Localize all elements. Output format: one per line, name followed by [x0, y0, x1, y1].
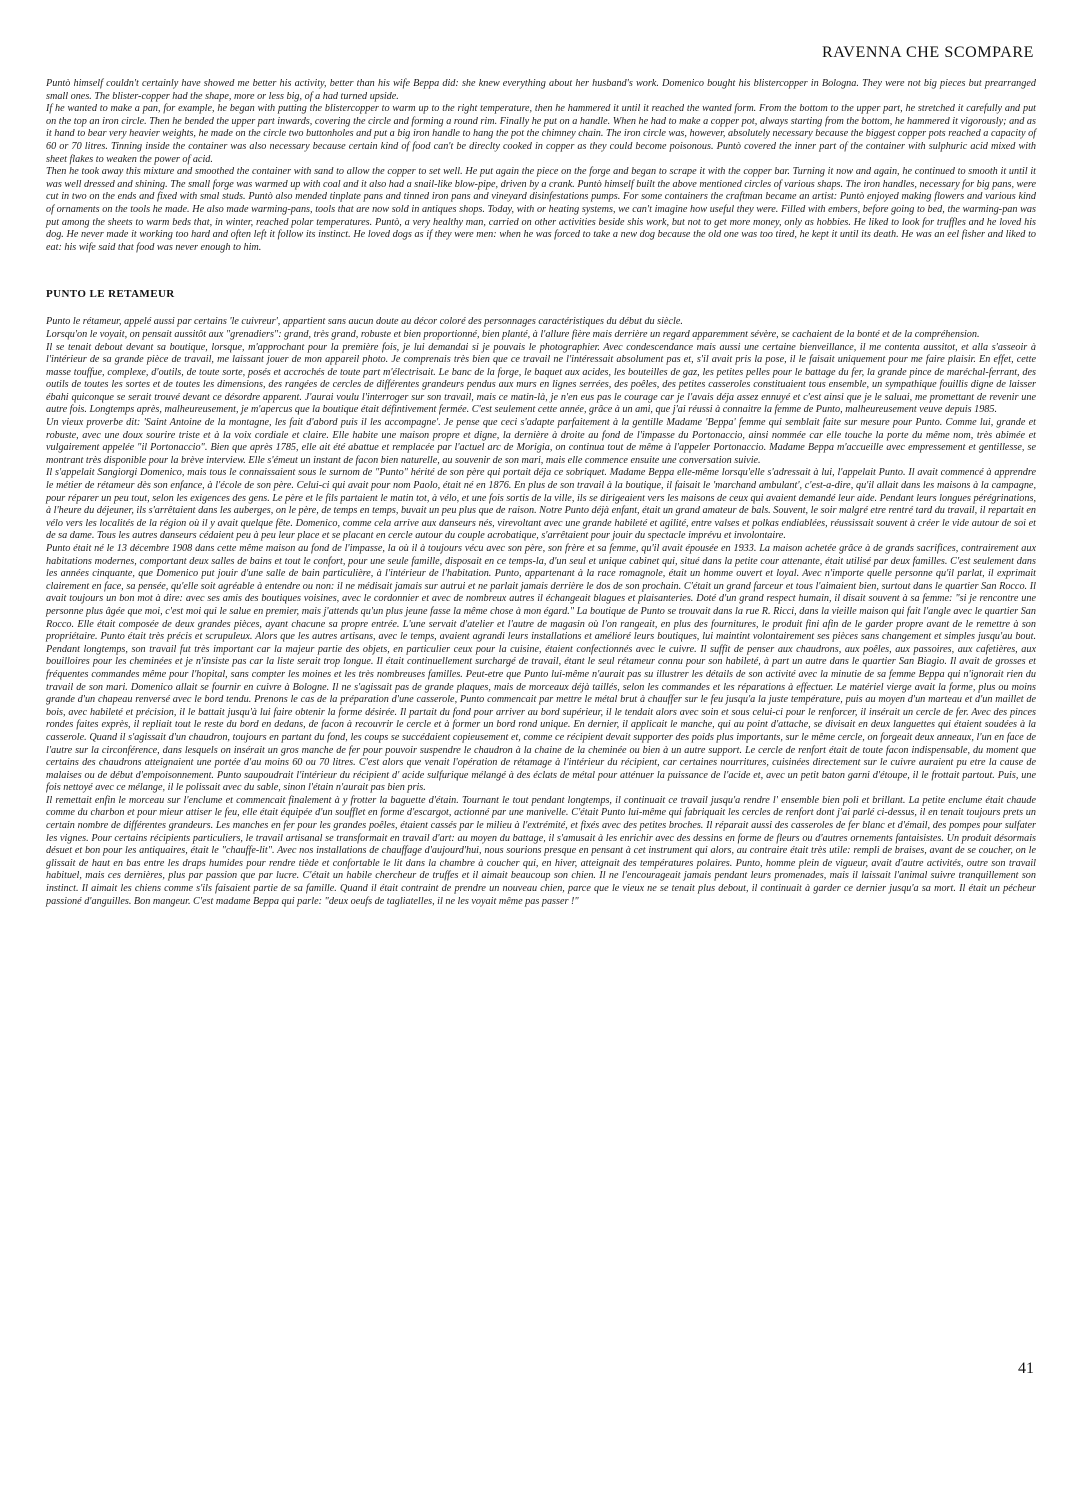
english-section	[46, 78, 1036, 254]
page-number: 41	[1018, 1360, 1034, 1377]
paragraph: Punto était né le 13 décembre 1908 dans cette même maison au fond de l'impasse, la où il à toujours vécu avec son père, son frère et sa femme, qu'il avait épousée en 1933. La maison achetée grâce à de grands sacrifices, contrairement aux habitations modernes, comportant deux salles de bains et tout le confort, pour une seule famille, disposait en ce temps-la, d'un seul et unique cabinet qui, situé dans la petite cour attenante, était utilisé par deux familles. C'est seulement dans les années cinquante, que Domenico put jouir d'une salle de bain particulière, à l'intérieur de l'habitation. Punto, appartenant à la race romagnole, était un homme ouvert et loyal. Avec n'importe quelle personne qu'il parlat, il exprimait clairement en face, sa pensée, qu'elle soit agréable à entendre ou non: il ne médisait jamais sur autrui et ne parlait jamais derrière le dos de son prochain. C'était un grand farceur et tous l'aimaient bien, surtout dans le quartier San Rocco. Il avait toujours un bon mot à dire: avec ses amis des boutiques voisines, avec le cordonnier et avec de nombreux autres il échangeait blagues et plaisanteries. Doté d'un grand respect humain, il disait souvent à sa femme: "si je rencontre une personne plus âgée que moi, c'est moi qui le salue en premier, mais j'attends qu'un plus jeune fasse la même chose à mon égard." La boutique de Punto se trouvait dans la rue R. Ricci, dans la vieille maison qui fait l'angle avec le quartier San Rocco. Elle était composée de deux grandes pièces, ayant chacune sa propre entrée. L'une servait d'atelier et l'autre de magasin où l'on rangeait, en plus des fournitures, le produit fini afin de le garder propre avant de le remettre à son propriétaire. Punto était très précis et scrupuleux. Alors que les autres artisans, avec le temps, avaient agrandi leurs installations et amélioré leurs boutiques, lui maintint volontairement ses pièces sans changement et simples jusqu'au bout. Pendant longtemps, son travail fut très important car la majeur partie des objets, en particulier ceux pour la cuisine, étaient confectionnés avec le cuivre. Il suffit de penser aux chaudrons, aux poêles, aux passoires, aux cafetières, aux bouilloires pour les cheminées et je n'insiste pas car la liste serait trop longue. Il était continuellement surchargé de travail, étant le seul rétameur connu pour son habileté, à part un autre dans le quartier San Biagio. Il avait de grosses et fréquentes commandes même pour l'hopital, sans compter les moines et les très nombreuses familles. Peut-etre que Punto lui-même n'aurait pas su illustrer les détails de son activité avec la minutie de sa femme Beppa qui n'ignorait rien du travail de son mari. Domenico allait se fournir en cuivre à Bologne. Il ne s'agissait pas de grande plaques, mais de morceaux déjà taillés, selon les commandes et les réparations à effectuer. Le matériel vierge avait la forme, plus ou moins grande d'un chapeau renversé avec le bord tendu. Prenons le cas de la préparation d'une casserole, Punto commencait par mettre le métal brut à chauffer sur le feu jusqu'a la juste température, puis au moyen d'un marteau et d'un maillet de bois, avec habileté et précision, il le battait jusqu'à lui faire obtenir la forme désirée. Il partait du fond pour arriver au bord supérieur, il le tendait alors avec soin et sous celui-ci pour le renforcer, il insérait un cercle de fer. Avec des pinces rondes faites exprès, il repliait tout le reste du bord en dedans, de facon à recouvrir le cercle et à former un bord rond unique. En dernier, il applicait le manche, qui au point d'attache, se divisait en deux languettes qui étaient soudées à la casserole. Quand il s'agissait d'un chaudron, toujours en partant du fond, les coups se succédaient copieusement et, comme ce récipient devait supporter des poids plus importants, sur le même cercle, on forgeait deux anneaux, l'un en face de l'autre sur la circonférence, dans lesquels on insérait un gros manche de fer pour pouvoir suspendre le chaudron à la chaine de la cheminée ou bien à un autre support. Le cercle de renfort était de toute facon indispensable, du moment que certains des chaudrons atteignaient une portée d'au moins 60 ou 70 litres. C'est alors que venait l'opération de rétamage à l'intérieur du récipient, car certaines nourritures, cuisinées directement sur le cuivre auraient pu etre la cause de malaises ou de début d'empoisonnement. Punto saupoudrait l'intérieur du récipient d' acide sulfurique mélangé à des éclats de métal pour atténuer la puissance de l'acide et, avec un petit baton garni d'étoupe, il le frottait partout. Puis, une fois nettoyé avec ce mélange, il le polissait avec du sable, sinon l'étain n'aurait pas bien pris.	[46, 543, 1036, 794]
paragraph: Il remettait enfin le morceau sur l'enclume et commencait finalement à y frotter la baguette d'étain. Tournant le tout pendant longtemps, il continuait ce travail jusqu'a rendre l' ensemble bien poli et brillant. La petite enclume était chaude comme du charbon et pour mieur attiser le feu, elle était équipée d'un soufflet en forme d'escargot, actionné par une manivelle. C'était Punto lui-même qui fabriquait les cercles de renfort dont j'ai parlé ci-dessus, il en tenait toujours prets un certain nombre de différentes grandeurs. Les manches en fer pour les grandes poêles, étaient cassés par le milieu à l'extrémité, et fixés avec des petites broches. Il réparait aussi des casseroles de fer blanc et d'émail, des pompes pour sulfater les vignes. Pour certains récipients particuliers, le travail artisanal se transformait en travail d'art: au moyen du battage, il s'amusait à les enrichir avec des dessins en forme de fleurs ou d'autres ornements fantaisistes. Un produit désormais désuet et bon pour les antiquaires, était le "chauffe-lit". Avec nos installations de chauffage d'aujourd'hui, nous sourions presque en pensant à cet instrument qui alors, au contraire était très utile: rempli de braises, avant de se coucher, on le glissait de haut en bas entre les draps humides pour rendre tiède et confortable le lit dans la chambre à coucher qui, en hiver, atteignait des températures polaires. Punto, homme plein de vigueur, avait d'autre activités, outre son travail habituel, mais ces dernières, plus par passion que par lucre. C'était un habile chercheur de truffes et il aimait beaucoup son chien. Il ne l'encourageait jamais pendant leurs promenades, mais il laissait l'animal suivre tranquillement son instinct. Il aimait les chiens comme s'ils faisaient partie de sa famille. Quand il était contraint de prendre un nouveau chien, parce que le vieux ne se tenait plus debout, il continuait à garder ce dernier jusqu'a sa mort. Il était un pécheur passioné d'anguilles. Bon mangeur. C'est madame Beppa qui parle: "deux oeufs de tagliatelles, il ne les voyait même pas passer !"	[46, 794, 1036, 907]
section-heading: PUNTO LE RETAMEUR	[46, 288, 175, 301]
french-section	[46, 288, 1036, 908]
paragraph: Then he took away this mixture and smoothed the container with sand to allow the copper to set well. He put again the piece on the forge and began to scrape it with the copper bar. Turning it now and again, he continued to smooth it until it was well dressed and shining. The small forge was warmed up with coal and it also had a snail-like blow-pipe, driven by a crank. Puntò himself built the above mentioned circles of various shaps. The iron handles, necessary for big pans, were cut in two on the ends and fixed with smal studs. Puntò also mended tinplate pans and tinned iron pans and vineyard disinfestations pumps. For some containers the craftman became an artist: Puntò enjoyed making flowers and various kind of ornaments on the tools he made. He also made warming-pans, tools that are now sold in antiques shops. Today, with or heating systems, we can't imagine how useful they were. Filled with embers, before going to bed, the warming-pan was put among the sheets to warm beds that, in winter, reached polar temperatures. Puntò, a very healthy man, carried on other activities beside shis work, but not to get more money, only as hobbies. He liked to look for truffles and he loved his dog. He never made it working too hard and often left it follow its instinct. He loved dogs as if they were men: when he was forced to take a new dog because the old one was too tired, he kept it until its death. He was an eel fisher and liked to eat: his wife said that food was never enough to him.	[46, 166, 1036, 253]
paragraph: Il se tenait debout devant sa boutique, lorsque, m'approchant pour la première fois, je lui demandai si je pouvais le photographier. Avec condescendance mais aussi une certaine bienveillance, il me contenta aussitot, et alla s'asseoir à l'intérieur de sa grande pièce de travail, me laissant jouer de mon appareil photo. Je comprenais très bien que ce travail ne l'intéressait absolument pas et, s'il avait pris la pose, il le faisait uniquement pour me faire plaisir. En effet, cette masse touffue, complexe, d'outils, de toute sorte, posés et accrochés de toute part m'électrisait. Le banc de la forge, le baquet aux acides, les bouteilles de gaz, les petites pelles pour le battage du fer, la grande pince de maréchal-ferrant, des outils de toutes les sortes et de toutes les dimensions, des rangées de cercles de différentes grandeurs pendus aux murs en lignes serrées, des poêles, des petites casseroles constituaient tous ensemble, un sympathique fouillis digne de laisser ébahi quiconque se serait trouvé devant ce désordre apparent. J'aurai voulu l'interroger sur son travail, mais ce matin-là, je n'en eus pas le courage car je l'avais déja assez ennuyé et c'est ainsi que je le saluai, me promettant de revenir une autre fois. Longtemps après, malheureusement, je m'apercus que la boutique était défintivement fermée. C'est seulement cette année, grâce à un ami, que j'ai réussi à connaitre la femme de Punto, malheureusement veuve depuis 1985.	[46, 341, 1036, 416]
paragraph: Puntò himself couldn't certainly have showed me better his activity, better than his wife Beppa did: she knew everything about her husband's work. Domenico bought his blistercopper in Bologna. They were not big pieces but prearranged small ones. The blister-copper had the shape, more or less big, of a had turned upside.	[46, 78, 1036, 102]
paragraph: Punto le rétameur, appelé aussi par certains 'le cuivreur', appartient sans aucun doute au décor coloré des personnages caractéristiques du début du siècle.	[46, 316, 683, 328]
paragraph: If he wanted to make a pan, for example, he began with putting the blistercopper to warm up to the right temperature, then he hammered it until it reached the wanted form. From the bottom to the upper part, he stretched it carefully and put on the top an iron circle. Then he bended the upper part inwards, covering the circle and forming a round rim. Finally he put on a handle. When he had to make a copper pot, always starting from the bottom, he hammered it vigorously; and as it hand to bear very heavier weights, he made on the circle two buttonholes and put a big iron handle to hang the pot the chimney chain. The iron circle was, however, absolutely necessary because the biggest copper pots reached a capacity of 60 or 70 litres. Tinning inside the container was also necessary because certain kind of food can't be direclty cooked in copper as they could become poisonous. Puntò covered the inner part of the container with sulphuric acid mixed with sheet flakes to weaken the power of acid.	[46, 103, 1036, 165]
running-header: RAVENNA CHE SCOMPARE	[821, 44, 1034, 61]
page-body	[46, 78, 1036, 908]
paragraph: Il s'appelait Sangiorgi Domenico, mais tous le connaissaient sous le surnom de "Punto" hérité de son père qui portait déja ce sobriquet. Madame Beppa elle-même lorsqu'elle s'adressait à lui, l'appelait Punto. Il avait commencé à apprendre le métier de rétameur dès son enfance, à l'école de son père. Celui-ci qui avait pour nom Paolo, était né en 1876. En plus de son travail à la boutique, il faisait le 'marchand ambulant', c'est-a-dire, qu'il allait dans les maisons à la campagne, pour réparer un peu tout, selon les exigences des gens. Le père et le fils partaient le matin tot, à vélo, et une fois sortis de la ville, ils se dirigeaient vers les maisons de ceux qui avaient demandé leur aide. Pendant leurs longues pérégrinations, à l'heure du déjeuner, ils s'arrêtaient dans les auberges, on le père, de temps en temps, buvait un peu plus que de raison. Notre Punto déjà enfant, était un grand amateur de bals. Souvent, le soir malgré etre rentré tard du travail, il repartait en vélo vers les localités de la région où il y avait quelque fête. Domenico, comme cela arrive aux danseurs nés, virevoltant avec une grande habileté et agilité, entre valses et polkas endiablées, réussissait souvent à créer le vide autour de soi et de sa dame. Tous les autres danseurs cédaient peu à peu leur place et se placant en cercle autour du couple acrobatique, s'arrêtaient pour jouir du spectacle imprévu et involontaire.	[46, 467, 1036, 542]
paragraph: Un vieux proverbe dit: 'Saint Antoine de la montagne, les fait d'abord puis il les accompagne'. Je pense que ceci s'adapte parfaitement à la gentille Madame 'Beppa' femme qui semblait faite sur mesure pour Punto. Comme lui, grande et robuste, avec une doux sourire triste et à la voix cordiale et claire. Elle habite une maison propre et digne, la dernière à droite au fond de l'impasse du Portonaccio, ainsi nommée car elle touche la porte du même nom, très abimée et vulgairement appelée "il Portonaccio". Bien que après 1785, elle ait été abattue et remplacée par l'actuel arc de Morigia, on continua tout de même à l'appeler Portonaccio. Madame Beppa m'accueille avec empressement et gentillesse, se montrant très disponible pour la brève interview. Elle s'émeut un instant de facon bien naturelle, au souvenir de son mari, mais elle commence ensuite une conversation suivie.	[46, 417, 1036, 466]
paragraph: Lorsqu'on le voyait, on pensait aussitôt aux "grenadiers": grand, très grand, robuste et bien proportionné, bien planté, à l'allure fière mais derrière un regard apparemment sévère, se cachaient de la bonté et de la compréhension.	[46, 328, 980, 340]
